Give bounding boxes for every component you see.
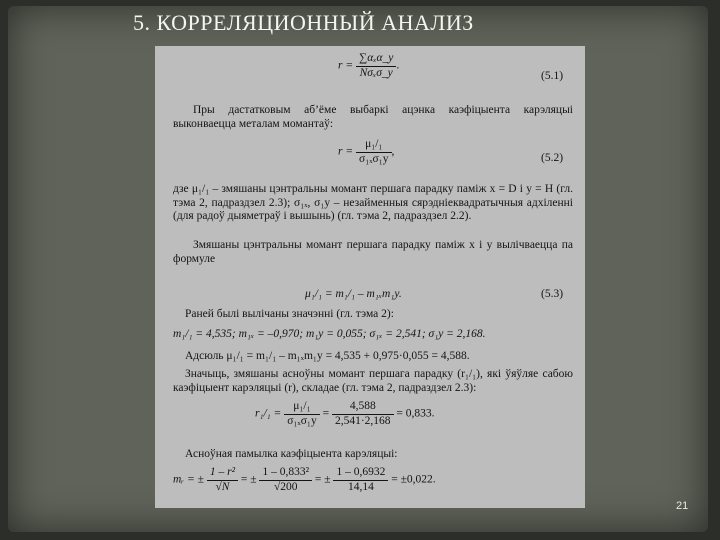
equation-number: (5.2) — [541, 152, 564, 164]
equation-fraction — [259, 466, 312, 494]
equation-number: (5.1) — [541, 70, 564, 82]
equation-fraction — [284, 400, 320, 428]
equation-fraction — [356, 52, 396, 80]
equation-lhs: r₁/₁ = — [255, 407, 282, 420]
equation-denominator: √200 — [273, 480, 298, 493]
equation-5-2 — [338, 138, 394, 166]
equation-correlation — [255, 400, 435, 428]
equation-lhs: mᵣ = ± — [173, 473, 204, 486]
paragraph: Значыць, змяшаны асноўны момант першага парадку (r₁/₁), які ўяўляе сабою каэфіцыент карэляцыі (r), складае (гл. тэма 2, падраздзел 2.3): — [173, 368, 573, 394]
values-line: m₁/₁ = 4,535; m₁ₓ = –0,970; m₁y = 0,055; σ₁ₓ = 2,541; σ₁y = 2,168. — [173, 328, 486, 340]
equals-sign: = — [322, 407, 330, 420]
equals-sign: = ± — [314, 473, 331, 486]
equation-numerator: 1 – r² — [207, 466, 238, 481]
equation-denominator: σ₁ₓσ₁y — [287, 414, 317, 427]
equation-denominator: σ₁ₓσ₁y — [359, 152, 389, 165]
equation-denominator: 2,541·2,168 — [334, 414, 391, 427]
equation-lhs: r = — [338, 59, 354, 72]
slide-title: 5. КОРРЕЛЯЦИОННЫЙ АНАЛИЗ — [133, 10, 474, 35]
equation-number: (5.3) — [541, 288, 564, 300]
equation-result: = 0,833. — [396, 407, 435, 420]
paragraph: Пры дастатковым аб’ёме выбаркі ацэнка каэфіцыента карэляцыі выконваецца металам момантаў: — [173, 104, 573, 130]
equation-5-1 — [338, 52, 399, 80]
equation-denominator: √N — [215, 480, 230, 493]
slide-number: 21 — [676, 500, 689, 512]
paragraph: Раней былі вылічаны значэнні (гл. тэма 2): — [185, 308, 394, 320]
scanned-page — [155, 46, 585, 508]
equation-numerator: 1 – 0,833² — [259, 466, 312, 481]
equation-tail: . — [396, 59, 400, 72]
equation-numerator: ∑αₓα_y — [356, 52, 396, 67]
equation-fraction — [356, 138, 392, 166]
equation-numerator: 4,588 — [332, 400, 394, 415]
paragraph: Адсюль μ₁/₁ = m₁/₁ – m₁ₓm₁y = 4,535 + 0,975·0,055 = 4,588. — [185, 350, 470, 362]
equation-numerator: 1 – 0,6932 — [333, 466, 388, 481]
equation-lhs: r = — [338, 145, 354, 158]
equation-numerator: μ₁/₁ — [356, 138, 392, 153]
equation-fraction — [333, 466, 388, 494]
paragraph: Змяшаны цэнтральны момант першага парадку паміж x і y вылічваецца па формуле — [173, 239, 573, 265]
equation-denominator: 14,14 — [347, 480, 374, 493]
equation-error — [173, 466, 436, 494]
equation-numerator: μ₁/₁ — [284, 400, 320, 415]
equals-sign: = ± — [240, 473, 257, 486]
equation-tail: , — [391, 145, 395, 158]
equation-fraction — [332, 400, 394, 428]
equation-denominator: Nσₓσ_y — [359, 66, 393, 79]
paragraph: дзе μ₁/₁ – змяшаны цэнтральны момант першага парадку паміж x = D і y = H (гл. тэма 2, падраздзел 2.3); σ₁ₓ, σ₁y – незайменныя сярэдніеквадратычныя адхіленні (для радоў дыяметраў і вышынь) (гл. тэма 2, падраздзел 2.2). — [173, 183, 573, 222]
equation-result: = ±0,022. — [391, 473, 436, 486]
equation-5-3: μ₁/₁ = m₁/₁ – m₁ₓm₁y. — [305, 288, 402, 300]
paragraph: Асноўная памылка каэфіцыента карэляцыі: — [185, 448, 398, 460]
equation-fraction — [207, 466, 238, 494]
